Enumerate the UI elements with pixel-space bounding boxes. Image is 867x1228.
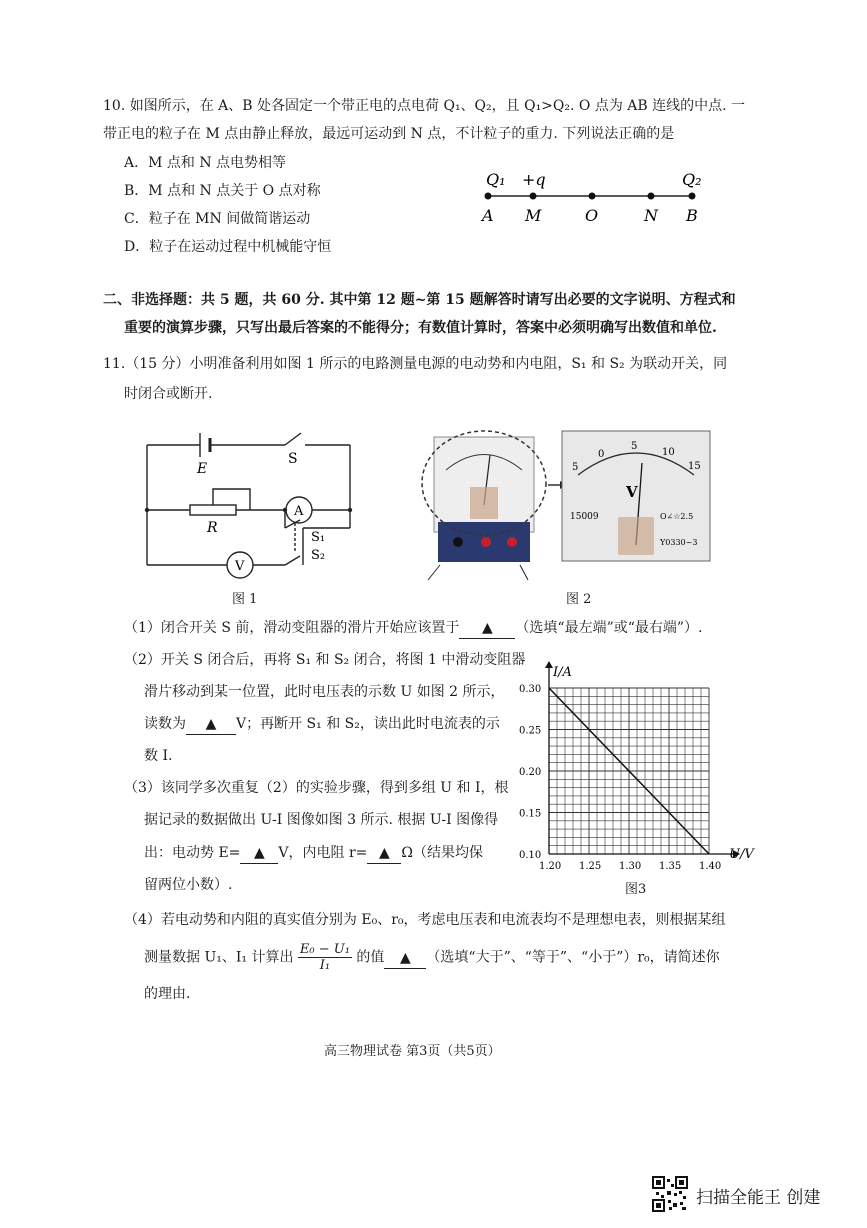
meter-code: Y0330~3: [660, 538, 698, 547]
q11-part4-line3: 的理由.: [144, 986, 191, 1002]
q11-part4-line2: [144, 942, 720, 976]
scale-10: 10: [662, 447, 675, 458]
q11-part2-line4: 数 I.: [144, 748, 173, 764]
q11-part3-line2: 据记录的数据做出 U-I 图像如图 3 所示. 根据 U-I 图像得: [144, 812, 499, 828]
part3-e-label: 出：电动势 E=: [144, 845, 241, 861]
voltmeter-photo-fig2: [420, 425, 720, 585]
q10-stem-line1: 10. 如图所示，在 A、B 处各固定一个带正电的点电荷 Q₁、Q₂，且 Q₁>Q₂. O 点为 AB 连线的中点. 一: [103, 98, 746, 114]
qr-code-icon: [652, 1176, 688, 1212]
point-n: [648, 193, 655, 200]
y-axis-arrow: [545, 661, 553, 668]
q11-stem-line2: 时闭合或断开.: [124, 386, 213, 402]
x-tick-label: 1.35: [659, 861, 682, 872]
label-e: E: [197, 461, 208, 477]
point-b: [689, 193, 696, 200]
q11-part4-line1: （4）若电动势和内阻的真实值分别为 E₀、r₀，考虑电压表和电流表均不是理想电表，则根据某组: [124, 912, 726, 928]
switch-s-blade: [285, 433, 301, 445]
y-tick-label: 0.15: [519, 808, 542, 820]
q11-part2-line2: 滑片移动到某一位置，此时电压表的示数 U 如图 2 所示，: [144, 684, 505, 700]
part3-e-blank[interactable]: ▲: [240, 843, 278, 864]
label-s2: S₂: [311, 548, 326, 563]
part3-r-blank[interactable]: ▲: [367, 843, 401, 864]
page-footer: 高三物理试卷 第3页（共5页）: [324, 1044, 501, 1059]
fig2-caption: 图 2: [566, 592, 592, 607]
meter-symbol-v: V: [626, 483, 638, 501]
q10-option-a: A．M 点和 N 点电势相等: [124, 155, 287, 171]
meter-marks: O∠☆2.5: [660, 512, 694, 521]
q10-option-d: D．粒子在运动过程中机械能守恒: [124, 239, 332, 255]
q11-part3-line1: （3）该同学多次重复（2）的实验步骤，得到多组 U 和 I，根: [124, 780, 509, 796]
q10-stem-line2: 带正电的粒子在 M 点由静止释放，最远可运动到 N 点，不计粒子的重力. 下列说法正确的是: [103, 126, 675, 142]
label-r: R: [207, 520, 218, 536]
q10-charge-line-figure: [470, 165, 720, 229]
part2-answer-blank[interactable]: ▲: [186, 714, 236, 735]
fig1-caption: 图 1: [232, 592, 258, 607]
rheostat-r: [190, 505, 236, 515]
point-a: [485, 193, 492, 200]
point-m: [530, 193, 537, 200]
ui-graph-fig3: [505, 660, 767, 880]
y-axis-label: I/A: [553, 665, 572, 680]
fraction-denominator: I₁: [319, 958, 331, 973]
label-n: N: [644, 206, 658, 225]
label-plus-q: +q: [522, 170, 546, 189]
section2-line1: 二、非选择题：共 5 题，共 60 分. 其中第 12 题~第 15 题解答时请写出必要的文字说明、方程式和: [103, 292, 736, 308]
scale-15: 15: [688, 461, 701, 472]
label-m: M: [525, 206, 542, 225]
q11-part2-line3: [144, 714, 500, 735]
fraction-numerator: E₀ − U₁: [299, 942, 350, 957]
section2-line2: 重要的演算步骤，只写出最后答案的不能得分；有数值计算时，答案中必须明确写出数值和单位.: [124, 320, 717, 336]
label-ammeter-a: A: [294, 504, 304, 519]
x-axis-label: U/V: [729, 847, 754, 862]
switch-s2-blade: [285, 556, 300, 565]
part1-answer-blank[interactable]: ▲: [459, 618, 515, 639]
y-tick-label: 0.20: [519, 767, 542, 778]
label-voltmeter-v: V: [235, 559, 245, 574]
y-tick-label: 0.10: [519, 850, 542, 861]
circuit-diagram-fig1: [135, 425, 365, 585]
label-b: B: [686, 206, 698, 225]
x-tick-label: 1.20: [539, 861, 562, 872]
scale-5: 5: [631, 441, 638, 452]
label-a: A: [482, 206, 494, 225]
meter-model: 15009: [570, 512, 599, 522]
y-tick-label: 0.30: [519, 684, 542, 695]
part4-before: 测量数据 U₁、I₁ 计算出: [144, 949, 294, 966]
q11-part2-line1: （2）开关 S 闭合后，再将 S₁ 和 S₂ 闭合，将图 1 中滑动变阻器: [124, 652, 526, 668]
x-tick-label: 1.25: [579, 861, 602, 872]
label-s: S: [288, 451, 298, 467]
scale-neg5: 5: [572, 462, 579, 473]
label-q1: Q₁: [486, 170, 506, 189]
fraction: [298, 942, 352, 973]
q11-part1: [124, 618, 703, 639]
q11-stem-line1: 11.（15 分）小明准备利用如图 1 所示的电路测量电源的电动势和内电阻，S₁ 和 S₂ 为联动开关，同: [103, 356, 728, 372]
scanner-brand-label: 扫描全能王 创建: [696, 1188, 821, 1208]
x-tick-label: 1.30: [619, 861, 642, 872]
fig3-caption: 图3: [625, 882, 647, 897]
part3-unit: Ω（结果均保: [401, 845, 483, 861]
q11-part3-line4: 留两位小数）.: [144, 877, 233, 893]
q11-part3-line3: [144, 843, 483, 864]
part2-after: V；再断开 S₁ 和 S₂，读出此时电流表的示: [236, 716, 500, 732]
scale-0: 0: [598, 449, 605, 460]
part2-before: 读数为: [144, 716, 186, 732]
x-tick-label: 1.40: [699, 861, 722, 872]
q10-option-c: C．粒子在 MN 间做简谐运动: [124, 211, 311, 227]
y-tick-label: 0.25: [519, 725, 542, 737]
rheostat-slider: [213, 489, 250, 510]
label-o: O: [585, 206, 599, 225]
label-s1: S₁: [311, 530, 326, 545]
part4-after: （选填“大于”、“等于”、“小于”）r₀，请简述你: [426, 949, 720, 966]
part4-value-of: 的值: [356, 949, 385, 966]
part1-before: （1）闭合开关 S 前，滑动变阻器的滑片开始应该置于: [124, 620, 460, 636]
part3-r-label: V，内电阻 r=: [278, 845, 368, 861]
part1-after: （选填“最左端”或“最右端”）.: [515, 620, 703, 636]
part4-answer-blank[interactable]: ▲: [384, 948, 426, 969]
label-q2: Q₂: [682, 170, 702, 189]
point-o: [589, 193, 596, 200]
q10-option-b: B．M 点和 N 点关于 O 点对称: [124, 183, 321, 199]
